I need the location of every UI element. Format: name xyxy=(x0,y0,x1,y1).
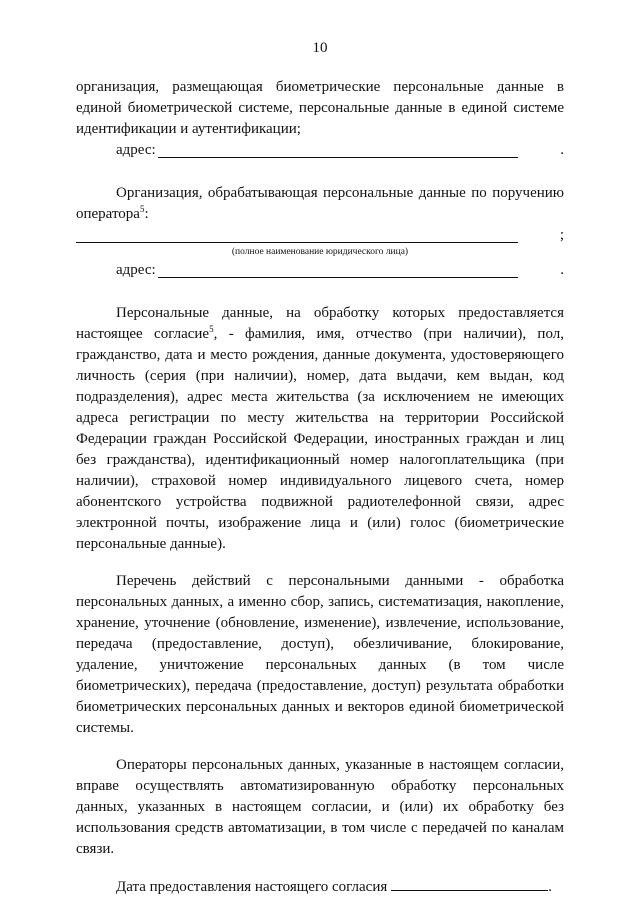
legal-name-caption: (полное наименование юридического лица) xyxy=(231,247,409,257)
processor-colon: : xyxy=(144,206,149,222)
document-body xyxy=(76,77,564,898)
personal-data-text-start: Персональные данные, на обработку которых предоставляется настоящее согласие xyxy=(76,305,564,342)
consent-date-fill-line xyxy=(391,876,548,891)
legal-name-end: ; xyxy=(559,227,564,243)
spacer xyxy=(76,739,564,755)
consent-date-row xyxy=(76,876,564,898)
address-label: адрес: xyxy=(116,262,156,278)
spacer xyxy=(76,281,564,303)
page-number: 10 xyxy=(312,40,328,56)
address-fill-line xyxy=(158,141,519,158)
legal-name-fill-line xyxy=(76,226,518,243)
consent-date-end: . xyxy=(548,879,553,895)
address-fill-line xyxy=(158,261,519,278)
footnote-marker: 5 xyxy=(209,324,214,334)
address-end: . xyxy=(560,262,564,278)
footnote-marker: 5 xyxy=(139,204,145,214)
spacer xyxy=(76,161,564,183)
spacer xyxy=(76,555,564,571)
legal-name-row xyxy=(76,225,564,246)
address-label: адрес: xyxy=(116,142,156,158)
personal-data-text-rest: , - фамилия, имя, отчество (при наличии), пол, гражданство, дата и место рождения, данные документа, удостоверяющего личность (серия (при наличии), номер, дата выдачи, кем выдан, код подразделения), адрес места жительства (за исключением не имеющих адреса регистрации по месту жительства на территории Российской Федерации граждан Российской Федерации, иностранных граждан и лиц без гражданства), идентификационный номер налогоплательщика (при наличии), страховой номер индивидуального лицевого счета, номер абонентского устройства подвижной радиотелефонной связи, адрес электронной почты, изображение лица и (или) голос (биометрические персональные данные). xyxy=(76,326,564,552)
address-row-1 xyxy=(76,140,564,161)
address-end: . xyxy=(560,142,564,158)
address-row-2 xyxy=(76,260,564,281)
spacer xyxy=(76,860,564,876)
consent-date-label: Дата предоставления настоящего согласия xyxy=(116,879,388,895)
processor-paragraph xyxy=(76,183,564,225)
personal-data-paragraph xyxy=(76,303,564,555)
processor-text: Организация, обрабатывающая персональные данные по поручению оператора xyxy=(76,185,564,222)
organization-paragraph: организация, размещающая биометрические персональные данные в единой биометрической системе, персональные данные в единой системе идентификации и аутентификации; xyxy=(76,79,564,137)
operators-paragraph: Операторы персональных данных, указанные в настоящем согласии, вправе осуществлять автоматизированную обработку персональных данных, указанных в настоящем согласии, и (или) их обработку без использования средств автоматизации, в том числе с передачей по каналам связи. xyxy=(76,757,564,857)
actions-list-paragraph: Перечень действий с персональными данными - обработка персональных данных, а именно сбор, запись, систематизация, накопление, хранение, уточнение (обновление, изменение), извлечение, использование, передача (предоставление, доступ), обезличивание, блокирование, удаление, уничтожение персональных данных (в том числе биометрических), передача (предоставление, доступ) результата обработки биометрических персональных данных и векторов единой биометрической системы. xyxy=(76,573,564,736)
